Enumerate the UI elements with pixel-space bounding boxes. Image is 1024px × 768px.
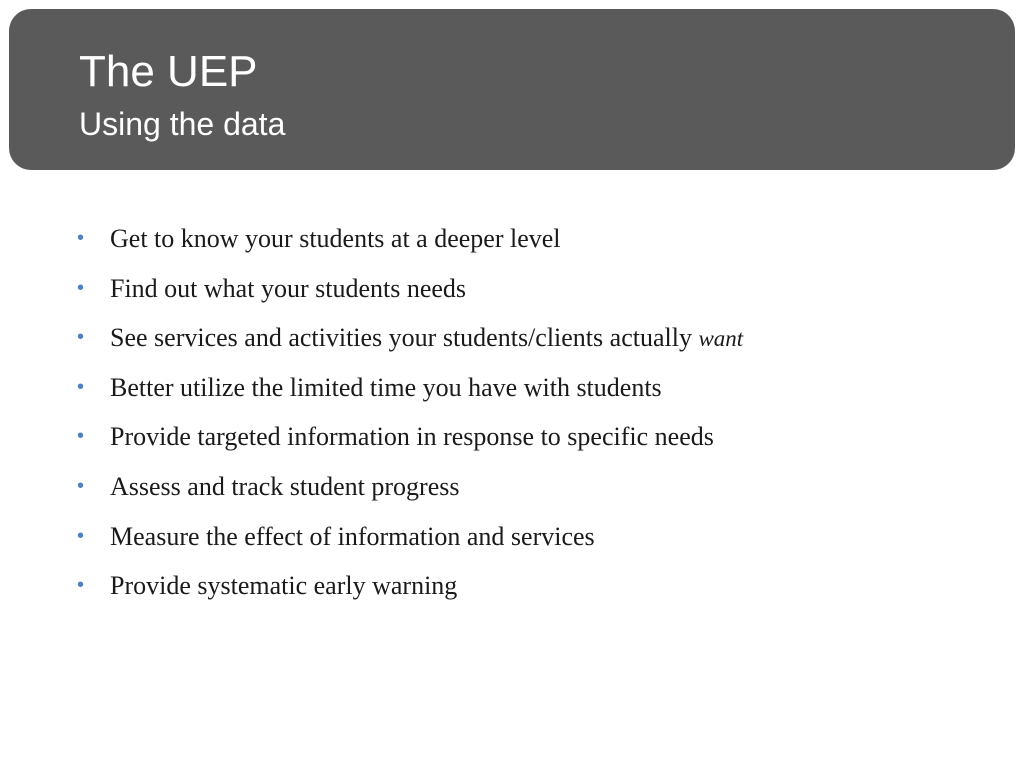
bullet-dot-icon: •: [77, 276, 85, 299]
bullet-dot-icon: •: [77, 574, 85, 597]
bullet-text: Provide targeted information in response to specific needs: [110, 422, 714, 452]
bullet-dot-icon: •: [77, 524, 85, 547]
bullet-item: [77, 412, 977, 462]
bullet-list: [77, 214, 977, 611]
bullet-text: Find out what your students needs: [110, 273, 467, 303]
bullet-item: [77, 561, 977, 611]
bullet-item: [77, 264, 977, 314]
bullet-item: [77, 363, 977, 413]
bullet-dot-icon: •: [77, 326, 85, 349]
bullet-item: [77, 512, 977, 562]
bullet-text: Provide systematic early warning: [110, 571, 458, 601]
bullet-dot-icon: •: [77, 425, 85, 448]
bullet-dot-icon: •: [77, 474, 85, 497]
bullet-item: [77, 313, 977, 363]
bullet-item: [77, 214, 977, 264]
slide-title: The UEP: [79, 47, 258, 96]
bullet-dot-icon: •: [77, 227, 85, 249]
bullet-text: Measure the effect of information and services: [110, 521, 595, 551]
bullet-dot-icon: •: [77, 375, 85, 398]
bullet-text: Better utilize the limited time you have with students: [110, 372, 662, 402]
bullet-text: Get to know your students at a deeper level: [110, 224, 561, 253]
bullet-item: [77, 462, 977, 512]
bullet-emphasis: want: [698, 326, 744, 352]
bullet-text: Assess and track student progress: [110, 471, 460, 501]
bullet-text: See services and activities your students/clients actually: [110, 323, 699, 353]
slide-subtitle: Using the data: [79, 106, 286, 142]
